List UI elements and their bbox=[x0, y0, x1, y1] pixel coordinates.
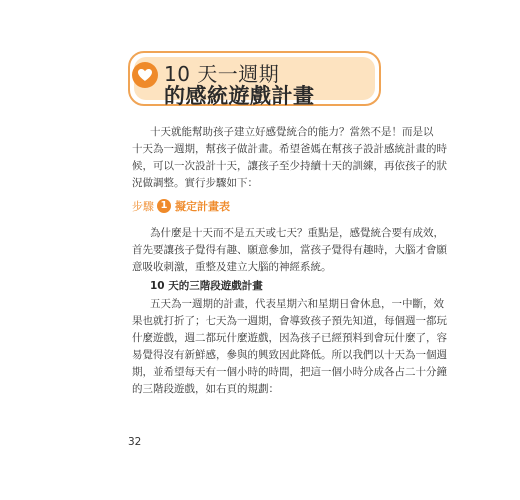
step-heading bbox=[132, 198, 230, 214]
plan-line: 果也就打折了；七天為一週期，會導致孩子預先知道，每個週一都玩 bbox=[132, 315, 447, 327]
intro-paragraph bbox=[132, 124, 447, 192]
step-title: 擬定計畫表 bbox=[175, 200, 230, 213]
step-line: 意吸收刺激，重整及建立大腦的神經系統。 bbox=[132, 261, 332, 273]
plan-line: 易覺得沒有新鮮感，參與的興致因此降低。所以我們以十天為一個週 bbox=[132, 349, 447, 361]
step-line: 為什麼是十天而不是五天或七天？重點是，感覺統合要有成效， bbox=[150, 227, 444, 239]
intro-line: 十天為一週期，幫孩子做計畫。希望爸媽在幫孩子設計感統計畫的時 bbox=[132, 143, 447, 155]
intro-line: 十天就能幫助孩子建立好感覺統合的能力？當然不是！而是以 bbox=[150, 126, 434, 138]
step-line: 首先要讓孩子覺得有趣、願意參加，當孩子覺得有趣時，大腦才會願 bbox=[132, 244, 447, 256]
intro-line: 候，可以一次設計十天，讓孩子至少持續十天的訓練，再依孩子的狀 bbox=[132, 160, 447, 172]
plan-line: 期，並希望每天有一個小時的時間，把這一個小時分成各占二十分鐘 bbox=[132, 366, 447, 378]
step-paragraph bbox=[132, 225, 447, 276]
section-subheading: 10 天的三階段遊戲計畫 bbox=[150, 280, 263, 292]
plan-line: 五天為一週期的計畫，代表星期六和星期日會休息，一中斷，效 bbox=[150, 298, 444, 310]
intro-line: 況做調整。實行步驟如下： bbox=[132, 177, 258, 189]
page-title-line-1: 10 天一週期 bbox=[164, 62, 280, 86]
plan-line: 的三階段遊戲，如右頁的規劃： bbox=[132, 383, 279, 395]
heart-icon bbox=[132, 62, 158, 88]
step-label: 步驟 bbox=[132, 200, 154, 213]
page-title-line-2: 的感統遊戲計畫 bbox=[164, 84, 315, 108]
step-number-badge: 1 bbox=[157, 199, 171, 213]
plan-line: 什麼遊戲，週二都玩什麼遊戲，因為孩子已經預料到會玩什麼了，容 bbox=[132, 332, 447, 344]
page-number: 32 bbox=[128, 436, 142, 448]
plan-paragraph bbox=[132, 296, 447, 398]
